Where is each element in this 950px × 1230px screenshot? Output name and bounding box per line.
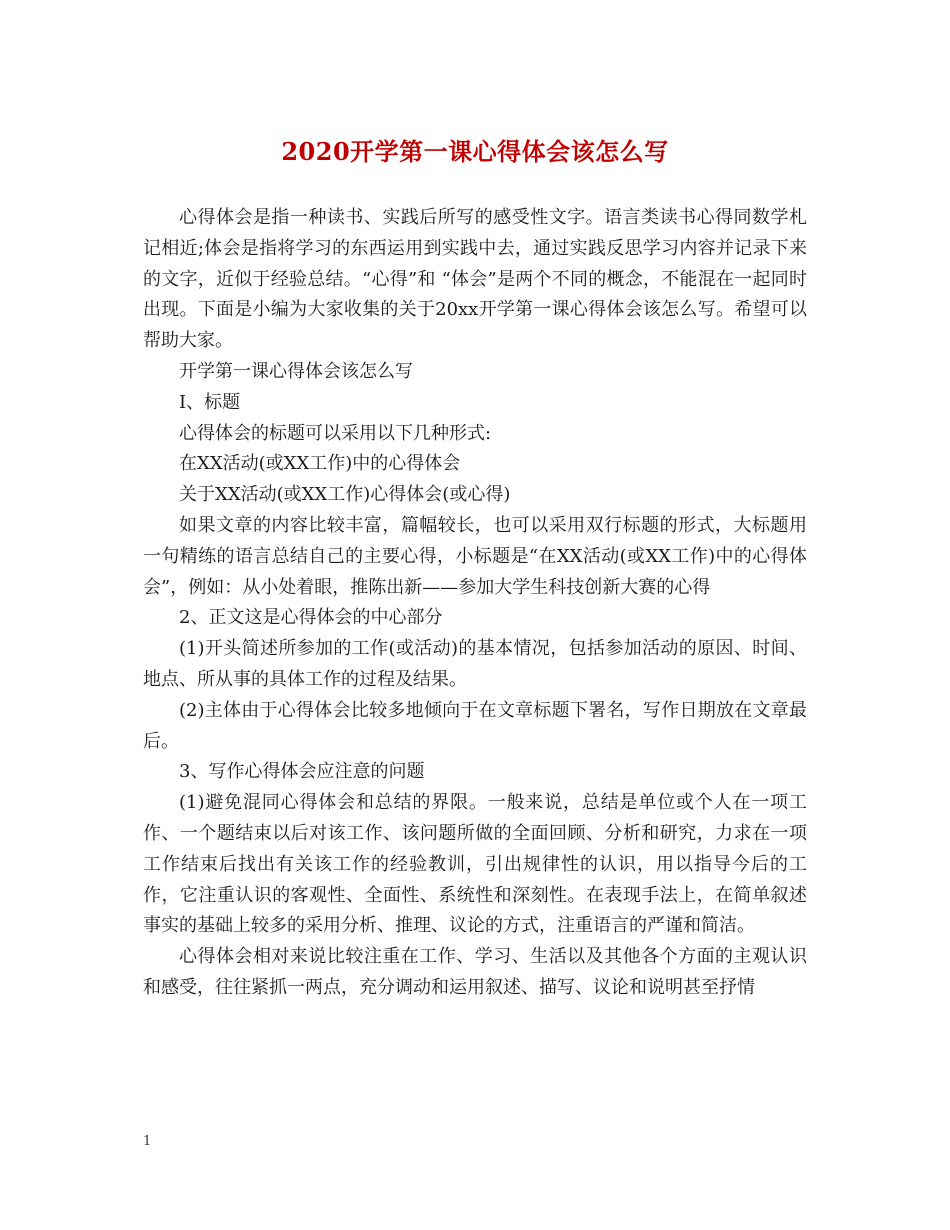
heading-body-section: 2、正文这是心得体会的中心部分	[179, 607, 443, 629]
document-body	[143, 203, 807, 1004]
document-title: 2020开学第一课心得体会该怎么写	[281, 137, 669, 166]
heading-title-section: I、标题	[179, 391, 241, 413]
intro-paragraph: 心得体会是指一种读书、实践后所写的感受性文字。语言类读书心得同数学札记相近;体会是指将学习的东西运用到实践中去，通过实践反思学习内容并记录下来的文字，近似于经验总结。“心得”和 “体会”是两个不同的概念，不能混在一起同时出现。下面是小编为大家收集的关于20xx开学第一课心得体会该怎么写。希望可以帮助大家。	[143, 207, 807, 352]
paragraph-double-title: 如果文章的内容比较丰富，篇幅较长，也可以采用双行标题的形式，大标题用一句精练的语言总结自己的主要心得，小标题是“在XX活动(或XX工作)中的心得体会”，例如：从小处着眼，推陈出新——参加大学生科技创新大赛的心得	[143, 514, 807, 598]
paragraph-title-forms: 心得体会的标题可以采用以下几种形式:	[179, 422, 492, 444]
title-example-2: 关于XX活动(或XX工作)心得体会(或心得)	[179, 484, 511, 506]
title-example-1: 在XX活动(或XX工作)中的心得体会	[179, 453, 461, 475]
paragraph-avoid-confusion: (1)避免混同心得体会和总结的界限。一般来说，总结是单位或个人在一项工作、一个题结束以后对该工作、该问题所做的全面回顾、分析和研究，力求在一项工作结束后找出有关该工作的经验教训，引出规律性的认识，用以指导今后的工作，它注重认识的客观性、全面性、系统性和深刻性。在表现手法上，在简单叙述事实的基础上较多的采用分析、推理、议论的方式，注重语言的严谨和简洁。	[143, 792, 807, 937]
paragraph-subjective: 心得体会相对来说比较注重在工作、学习、生活以及其他各个方面的主观认识和感受，往往紧抓一两点，充分调动和运用叙述、描写、议论和说明甚至抒情	[143, 946, 807, 998]
page-number: 1	[143, 1134, 152, 1149]
paragraph-opening: (1)开头简述所参加的工作(或活动)的基本情况，包括参加活动的原因、时间、地点、所从事的具体工作的过程及结果。	[143, 638, 807, 690]
paragraph-main-body: (2)主体由于心得体会比较多地倾向于在文章标题下署名，写作日期放在文章最后。	[143, 699, 807, 752]
section-heading: 开学第一课心得体会该怎么写	[179, 360, 413, 382]
heading-notes-section: 3、写作心得体会应注意的问题	[179, 761, 425, 783]
